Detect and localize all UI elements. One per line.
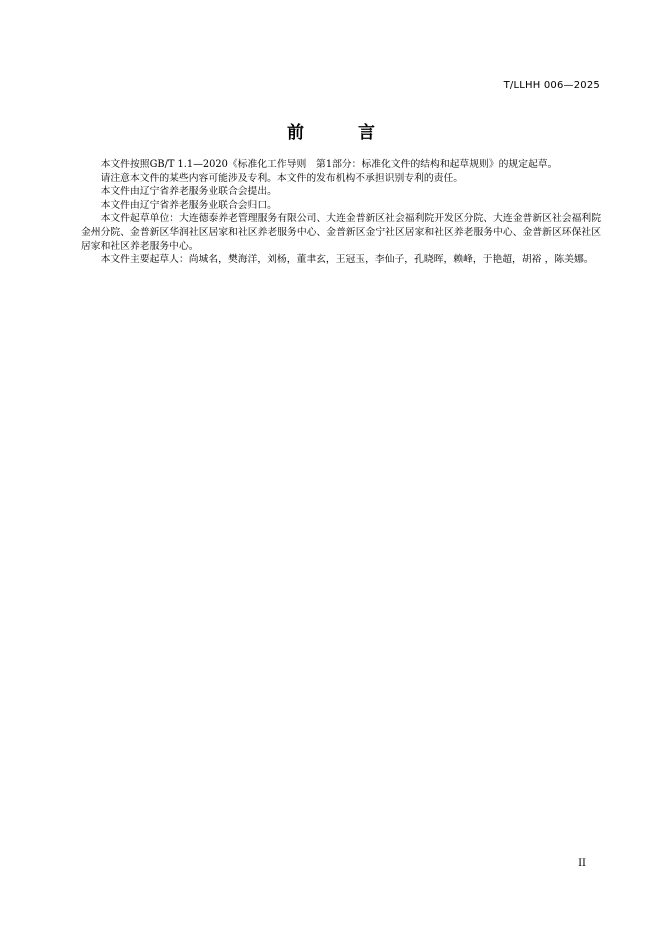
paragraph-centralized-unit: 本文件由辽宁省养老服务业联合会归口。 <box>100 199 277 211</box>
paragraph-main-drafters: 本文件主要起草人：尚城名，樊海洋，刘杨，董聿玄，王冠玉，李仙子，孔晓晖，赖峰，于艳超，胡裕 ，陈美娜。 <box>100 254 594 266</box>
paragraph-proposer: 本文件由辽宁省养老服务业联合会提出。 <box>100 186 277 198</box>
document-body <box>81 158 601 267</box>
paragraph-patent-notice: 请注意本文件的某些内容可能涉及专利。本文件的发布机构不承担识别专利的责任。 <box>100 172 464 184</box>
page-number: II <box>578 858 586 869</box>
paragraph-drafting-basis: 本文件按照GB/T 1.1—2020《标准化工作导则 第1部分：标准化文件的结构和起草规则》的规定起草。 <box>100 159 558 170</box>
page-title: 前 言 <box>287 123 399 143</box>
paragraph-drafting-organizations: 本文件起草单位：大连德泰养老管理服务有限公司、大连金普新区社会福利院开发区分院、大连金普新区社会福利院金州分院、金普新区华润社区居家和社区养老服务中心、金普新区金宁社区居家和社区养老服务中心、金普新区环保社区居家和社区养老服务中心。 <box>81 213 601 252</box>
document-code: T/LLHH 006—2025 <box>503 80 600 91</box>
